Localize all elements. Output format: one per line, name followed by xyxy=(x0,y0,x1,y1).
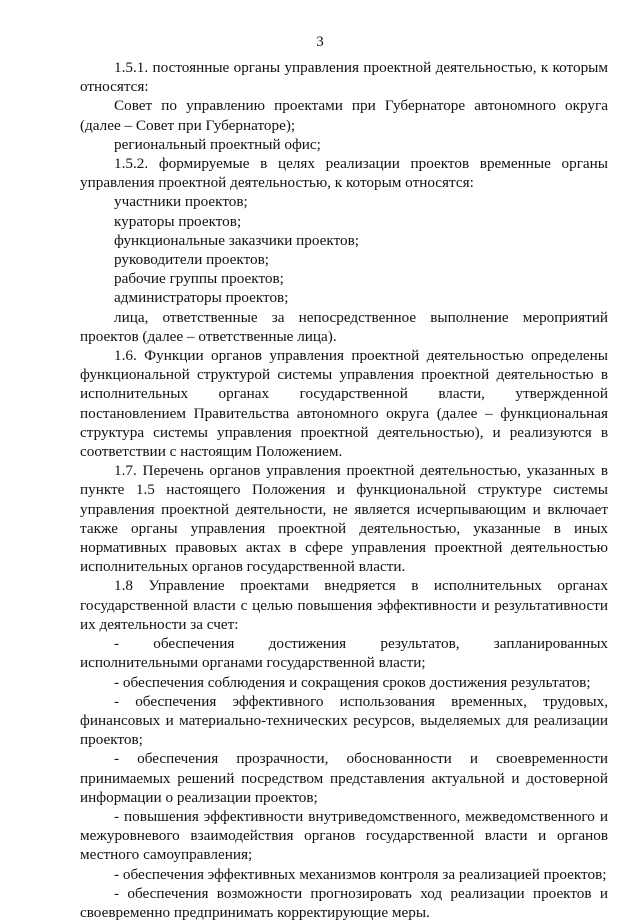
paragraph-1-7: 1.7. Перечень органов управления проектной деятельностью, указанных в пункте 1.5 настоящего Положения и функциональной структуре системы управления проектной деятельности, не является исчерпывающим и включает также органы управления проектной деятельностью, указанные в иных нормативных правовых актах в сфере управления проектной деятельностью исполнительных органов государственной власти. xyxy=(80,462,608,576)
paragraph-1-6: 1.6. Функции органов управления проектной деятельностью определены функциональной структурой системы управления проектной деятельностью в исполнительных органах государственной власти, утвержденной постановлением Правительства автономного округа (далее – функциональная структура системы управления проектной деятельностью), и реализуются в соответствии с настоящим Положением. xyxy=(80,347,608,461)
list-item-responsible-persons: лица, ответственные за непосредственное выполнение мероприятий проектов (далее – ответственные лица). xyxy=(80,308,608,345)
list-item-project-office: региональный проектный офис; xyxy=(114,135,321,153)
bullet-transparency: - обеспечения прозрачности, обоснованности и своевременности принимаемых решений посредством представления актуальной и достоверной информации о реализации проектов; xyxy=(80,750,608,806)
bullet-control: - обеспечения эффективных механизмов контроля за реализацией проектов; xyxy=(114,865,607,883)
list-item-customers: функциональные заказчики проектов; xyxy=(114,231,360,249)
bullet-results: - обеспечения достижения результатов, запланированных исполнительными органами государственной власти; xyxy=(80,635,608,672)
bullet-forecast: - обеспечения возможности прогнозировать ход реализации проектов и своевременно предпринимать корректирующие меры. xyxy=(80,884,608,921)
document-body xyxy=(80,58,608,922)
bullet-interaction: - повышения эффективности внутриведомственного, межведомственного и межуровневого взаимодействия органов государственной власти и органов местного самоуправления; xyxy=(80,807,608,864)
paragraph-1-5-1: 1.5.1. постоянные органы управления проектной деятельностью, к которым относятся: xyxy=(80,59,608,96)
bullet-resources: - обеспечения эффективного использования временных, трудовых, финансовых и материально-технических ресурсов, выделяемых для реализации проектов; xyxy=(80,692,608,749)
list-item-participants: участники проектов; xyxy=(114,193,248,211)
paragraph-1-8: 1.8 Управление проектами внедряется в исполнительных органах государственной власти с целью повышения эффективности и результативности их деятельности за счет: xyxy=(80,577,608,633)
paragraph-1-5-2: 1.5.2. формируемые в целях реализации проектов временные органы управления проектной деятельностью, к которым относятся: xyxy=(80,155,608,192)
list-item-curators: кураторы проектов; xyxy=(114,212,242,230)
list-item-administrators: администраторы проектов; xyxy=(114,289,289,307)
list-item-managers: руководители проектов; xyxy=(114,251,269,269)
bullet-deadlines: - обеспечения соблюдения и сокращения сроков достижения результатов; xyxy=(114,673,591,691)
list-item-council: Совет по управлению проектами при Губернаторе автономного округа (далее – Совет при Губернаторе); xyxy=(80,97,608,134)
list-item-working-groups: рабочие группы проектов; xyxy=(114,270,284,288)
page-number: 3 xyxy=(316,34,324,50)
